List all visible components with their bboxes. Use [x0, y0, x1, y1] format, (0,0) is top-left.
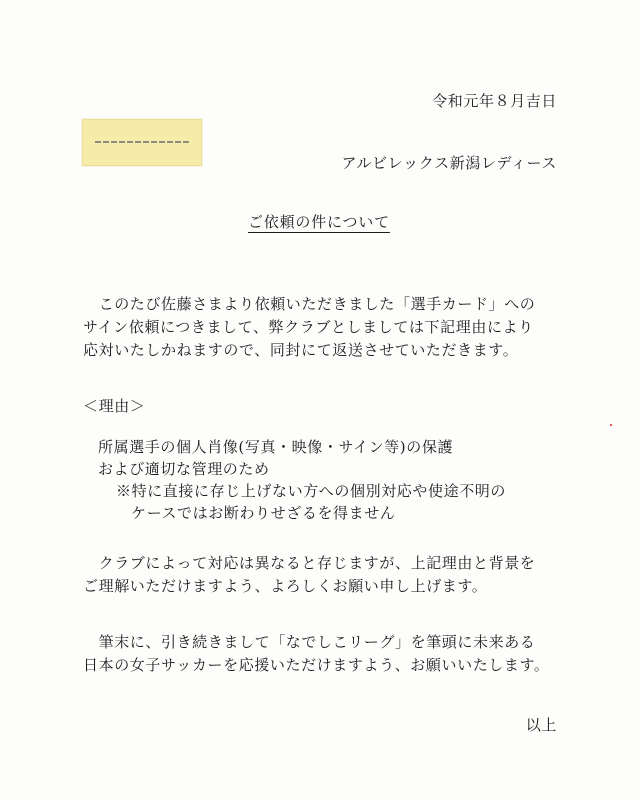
sender: アルビレックス新潟レディース	[341, 154, 557, 172]
paragraph-2-line-1: クラブによって対応は異なると存じますが、上記理由と背景を	[83, 554, 536, 572]
subject-title: ご依頼の件について	[248, 213, 390, 231]
paragraph-1-line-2: サイン依頼につきまして、弊クラブとしましては下記理由により	[83, 318, 534, 336]
reason-line-1: 所属選手の個人肖像(写真・映像・サイン等)の保護	[98, 438, 454, 456]
paragraph-2-line-2: ご理解いただけますよう、よろしくお願い申し上げます。	[83, 577, 488, 595]
redaction-sticky-note	[82, 119, 202, 166]
date: 令和元年８月吉日	[432, 92, 557, 110]
paragraph-3-line-2: 日本の女子サッカーを応援いただけますよう、お願いいたします。	[83, 656, 550, 674]
paragraph-3-line-1: 筆末に、引き続きまして「なでしこリーグ」を筆頭に未来ある	[83, 633, 536, 651]
red-ink-speck	[610, 424, 612, 426]
reason-line-3: ※特に直接に存じ上げない方への個別対応や使途不明の	[116, 482, 507, 500]
paragraph-1-line-3: 応対いたしかねますので、同封にて返送させていただきます。	[83, 341, 519, 359]
reason-heading: ＜理由＞	[83, 397, 146, 415]
redacted-recipient-line	[95, 141, 189, 143]
closing: 以上	[525, 716, 557, 734]
reason-line-2: および適切な管理のため	[98, 460, 270, 478]
reason-line-4: ケースではお断わりせざるを得ません	[131, 504, 396, 522]
paragraph-1-line-1: このたび佐藤さまより依頼いただきました「選手カード」への	[83, 295, 536, 313]
